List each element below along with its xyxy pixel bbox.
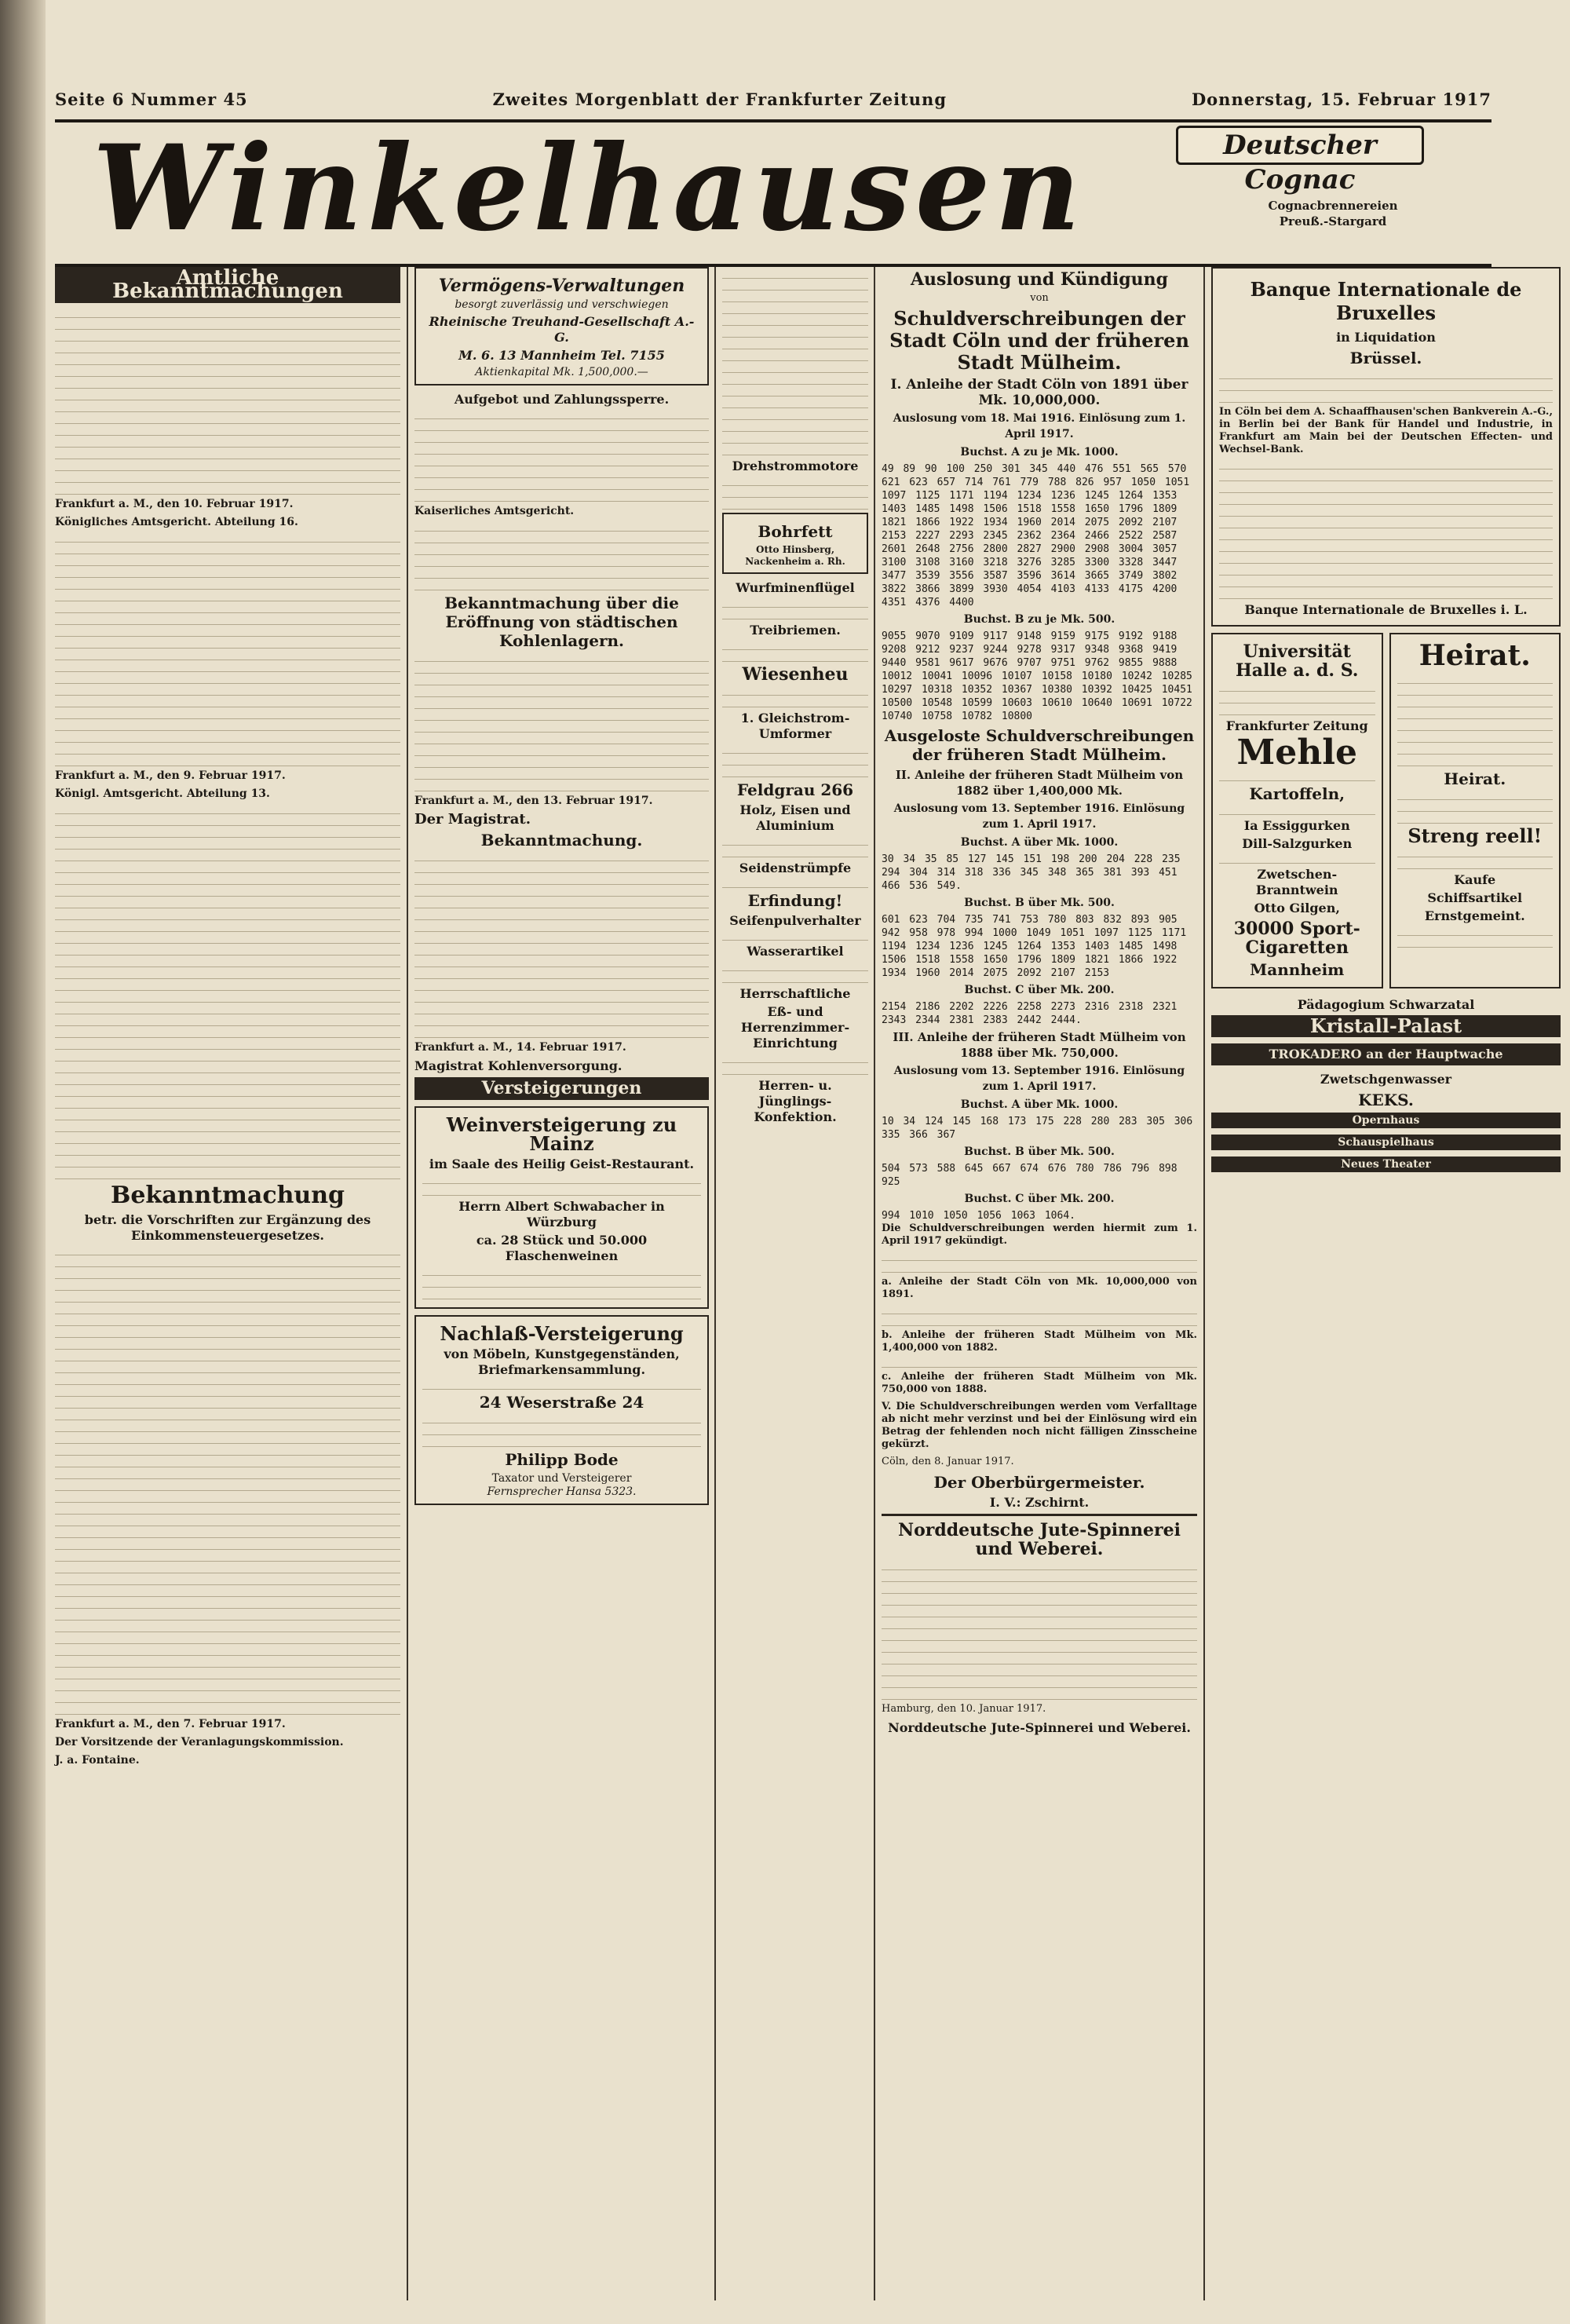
zwetschen-title: Zwetschen-Branntwein — [1255, 867, 1338, 897]
column-divider — [714, 267, 716, 2300]
section-title-auctions: Versteigerungen — [414, 1077, 709, 1100]
column-bank-and-adverts — [1211, 267, 1561, 2300]
advert-banque-internationale — [1211, 267, 1561, 627]
notice2-date: Frankfurt a. M., den 9. Februar 1917. — [55, 769, 286, 782]
notice2-authority: Königl. Amtsgericht. Abteilung 13. — [55, 787, 270, 800]
section-title-official: Amtliche Bekanntmachungen — [55, 267, 400, 303]
bond-loan3-series-b: Buchst. B über Mk. 500. — [964, 1146, 1115, 1158]
column-official-notices — [55, 267, 400, 2300]
estate-auction-title: Nachlaß-Versteigerung — [440, 1322, 684, 1345]
kartoffeln-title: Kartoffeln, — [1249, 784, 1345, 803]
wine-auction-venue: im Saale des Heilig Geist-Restaurant. — [429, 1157, 695, 1171]
auctioneer-name: Philipp Bode — [505, 1450, 619, 1469]
notice1-authority: Königliches Amtsgericht. Abteilung 16. — [55, 516, 298, 528]
book-binding — [0, 0, 46, 2324]
ernst-title: Ernstgemeint. — [1424, 908, 1525, 923]
university-title: Universität Halle a. d. S. — [1236, 641, 1359, 681]
bond-termination-note: Die Schuldverschreibungen werden hiermit zum 1. April 1917 gekündigt. — [882, 1222, 1197, 1247]
notice-aufgebot-title: Aufgebot und Zahlungssperre. — [454, 392, 670, 407]
bond-list-c: c. Anleihe der früheren Stadt Mülheim von Mk. 750,000 von 1888. — [882, 1371, 1197, 1395]
bond-loan1-dates: Auslosung vom 18. Mai 1916. Einlösung zum 1. April 1917. — [893, 412, 1186, 440]
advert-motors-title: Drehstrommotore — [732, 459, 859, 473]
notice-coal-date: Frankfurt a. M., den 13. Februar 1917. — [414, 795, 653, 807]
gilgen-name: Otto Gilgen, — [1254, 901, 1340, 915]
bond-loan3-numbers-a: 10 34 124 145 168 173 175 228 280 283 305 306 335 366 367 — [882, 1116, 1203, 1141]
estate-auction-subtitle: von Möbeln, Kunstgegenständen, Briefmarkensammlung. — [444, 1347, 680, 1377]
banque-places: In Cöln bei dem A. Schaaffhausen'schen Bankverein A.-G., in Berlin bei der Bank für Handel und Industrie, in Frankfurt am Main bei der Deutschen Effecten- und Wechsel-Bank. — [1219, 406, 1553, 455]
wine-auction-seller: Herrn Albert Schwabacher in Würzburg — [458, 1199, 665, 1230]
bond-loan3-series-a: Buchst. A über Mk. 1000. — [960, 1098, 1119, 1111]
estate-auction-address: 24 Weserstraße 24 — [479, 1393, 644, 1412]
header-newspaper-title: Zweites Morgenblatt der Frankfurter Zeitung — [492, 89, 947, 109]
bond-interest-note: V. Die Schuldverschreibungen werden vom Verfalltage ab nicht mehr verzinst und bei der Einlösung wird ein Betrag der fehlenden noch nicht fälligen Zinsscheine gekürzt. — [882, 1401, 1197, 1450]
bond-loan2-numbers-a: 30 34 35 85 127 145 151 198 200 204 228 235 294 304 314 318 336 345 348 365 381 393 451 466 536 549. — [882, 853, 1190, 892]
advert-rt-capital: Aktienkapital Mk. 1,500,000.— — [475, 366, 648, 378]
advert-rt-subtitle: besorgt zuverlässig und verschwiegen — [455, 298, 669, 311]
streng-reell-title: Streng reell! — [1408, 824, 1543, 847]
advert-row-uni-heirat — [1211, 633, 1561, 995]
advert-seifenpulver-title: Seifenpulverhalter — [729, 913, 861, 928]
heirat2-title: Heirat. — [1444, 769, 1506, 788]
bond-loan1-numbers-a: 49 89 90 100 250 301 345 440 476 551 565 570 621 623 657 714 761 779 788 826 957 1050 1051 1097 1125 1171 1194 1234 1236 1245 1264 1353 1403 1485 1498 1506 1518 1558 1650 1796 1809 1821 1866 1922 1934 1960 2014 2075 2092 2107 2153 2227 2293 2345 2362 2364 2466 2522 2587 2601 2648 2756 2800 2827 2900 2908 3004 3057 3100 3108 3160 3218 3276 3285 3300 3328 3447 3477 3539 3556 3587 3596 3614 3665 3749 3802 3822 3866 3899 3930 4054 4103 4133 4175 4200 4351 4376 4400 — [882, 463, 1199, 608]
advert-bohrfett — [722, 513, 868, 574]
advert-esszimmer-title: Eß- und Herrenzimmer-Einrichtung — [740, 1004, 850, 1051]
advert-estate-auction — [414, 1315, 709, 1505]
notice3-signature: J. a. Fontaine. — [55, 1754, 140, 1767]
bond-loan2-series-a: Buchst. A über Mk. 1000. — [960, 836, 1119, 849]
auctioneer-title: Taxator und Versteigerer — [491, 1472, 632, 1485]
advert-seidenstruempfe-title: Seidenstrümpfe — [739, 861, 852, 875]
essiggurken-title: Ia Essiggurken — [1243, 818, 1350, 833]
bond-loan2-series-b: Buchst. B über Mk. 500. — [964, 897, 1115, 909]
column-divider — [407, 267, 408, 2300]
bond-list-b: b. Anleihe der früheren Stadt Mülheim von Mk. 1,400,000 von 1882. — [882, 1329, 1197, 1354]
advert-herrschaftliche-title: Herrschaftliche — [739, 986, 851, 1001]
notice2-date: Frankfurt a. M., 14. Februar 1917. — [414, 1041, 626, 1054]
notice3-title: Bekanntmachung — [110, 1182, 345, 1209]
notice-coal-title: Bekanntmachung über die Eröffnung von städtischen Kohlenlagern. — [444, 594, 679, 650]
jute-footer-date: Hamburg, den 10. Januar 1917. — [882, 1703, 1046, 1715]
opernhaus-title: Opernhaus — [1211, 1113, 1561, 1128]
bond-loan2-numbers-b: 601 623 704 735 741 753 780 803 832 893 905 942 958 978 994 1000 1049 1051 1097 1125 1171 1194 1234 1236 1245 1264 1353 1403 1485 1498 1506 1518 1558 1650 1796 1809 1821 1866 1922 1934 1960 2014 2075 2092 2107 2153 — [882, 914, 1196, 979]
advert-feldgrau-title: Feldgrau 266 — [736, 780, 854, 799]
bond-loan3-numbers-b: 504 573 588 645 667 674 676 780 786 796 898 925 — [882, 1163, 1187, 1188]
banque-title: Banque Internationale de Bruxelles — [1250, 278, 1522, 324]
advert-wiesenheu-title: Wiesenheu — [742, 664, 849, 685]
banque-city: Brüssel. — [1349, 349, 1422, 367]
mannheim-title: Mannheim — [1250, 960, 1345, 979]
auctioneer-phone: Fernsprecher Hansa 5323. — [487, 1485, 637, 1498]
bohrfett-title: Bohrfett — [758, 522, 833, 541]
advert-wurfminen-title: Wurfminenflügel — [736, 580, 855, 595]
bond-muelheim-title: Ausgeloste Schuldverschreibungen der früheren Stadt Mülheim. — [884, 726, 1195, 764]
kristall-palast-title: Kristall-Palast — [1211, 1015, 1561, 1037]
mehle-title: Mehle — [1236, 733, 1357, 773]
bond-list-a: a. Anleihe der Stadt Cöln von Mk. 10,000,000 von 1891. — [882, 1276, 1197, 1300]
bond-sign-mayor: Der Oberbürgermeister. — [933, 1473, 1145, 1492]
banque-signature: Banque Internationale de Bruxelles i. L. — [1244, 602, 1528, 617]
banque-subtitle: in Liquidation — [1336, 330, 1436, 345]
bond-loan2-numbers-c: 2154 2186 2202 2226 2258 2273 2316 2318 2321 2343 2344 2381 2383 2442 2444. — [882, 1001, 1187, 1026]
wine-auction-title: Weinversteigerung zu Mainz — [446, 1113, 677, 1155]
column-bond-redemption — [882, 267, 1203, 2300]
banner-subtitle-line2: Preuß.-Stargard — [1279, 214, 1387, 228]
column-divider — [1203, 267, 1205, 2300]
advert-treibriemen-title: Treibriemen. — [750, 623, 841, 638]
bond-sign-place: Cöln, den 8. Januar 1917. — [882, 1456, 1014, 1467]
advert-erfindung-title: Erfindung! — [747, 891, 843, 910]
bond-loan2-title: II. Anleihe der früheren Stadt Mülheim von 1882 über 1,400,000 Mk. — [895, 768, 1184, 798]
neues-theater-title: Neues Theater — [1211, 1157, 1561, 1172]
bond-loan1-title: I. Anleihe der Stadt Cöln von 1891 über Mk. 10,000,000. — [890, 377, 1188, 408]
notice2-authority: Magistrat Kohlenversorgung. — [414, 1058, 623, 1073]
notice3-date: Frankfurt a. M., den 7. Februar 1917. — [55, 1718, 286, 1730]
advert-university — [1211, 633, 1383, 988]
kaufe-title: Kaufe — [1454, 872, 1496, 887]
column-small-adverts — [722, 267, 868, 2300]
banner-subtitle — [1239, 198, 1427, 229]
advert-rt-firm: Rheinische Treuhand-Gesellschaft A.-G. — [429, 314, 695, 345]
zwetschgen-title: Zwetschgenwasser — [1320, 1072, 1452, 1087]
bond-sign-deputy: I. V.: Zschirnt. — [989, 1495, 1090, 1510]
bond-loan1-series-b: Buchst. B zu je Mk. 500. — [963, 613, 1115, 626]
column-asset-management — [414, 267, 709, 2300]
bond-loan3-numbers-c: 994 1010 1050 1056 1063 1064. — [882, 1210, 1075, 1222]
notice2-title: Bekanntmachung. — [480, 831, 643, 850]
frankfurter-zeitung-ad: Frankfurter Zeitung — [1225, 718, 1368, 733]
notice-coal-authority: Der Magistrat. — [414, 811, 531, 828]
bond-loan2-dates: Auslosung vom 13. September 1916. Einlösung zum 1. April 1917. — [893, 802, 1185, 831]
column-divider — [874, 267, 875, 2300]
banner-subtitle-line1: Cognacbrennereien — [1268, 199, 1398, 213]
bond-loan2-series-c: Buchst. C über Mk. 200. — [964, 984, 1115, 996]
page-header — [55, 85, 1492, 113]
advert-wasser-title: Wasserartikel — [747, 944, 844, 959]
jute-title: Norddeutsche Jute-Spinnerei und Weberei. — [882, 1514, 1197, 1558]
trokadero-title: TROKADERO an der Hauptwache — [1211, 1043, 1561, 1065]
advert-wine-auction — [414, 1106, 709, 1309]
notice3-subtitle: betr. die Vorschriften zur Ergänzung des Einkommensteuergesetzes. — [84, 1212, 371, 1243]
advert-holz-title: Holz, Eisen und Aluminium — [739, 802, 851, 833]
notice1-date: Frankfurt a. M., den 10. Februar 1917. — [55, 498, 294, 510]
advert-konfektion-title: Herren- u. Jünglings-Konfektion. — [754, 1078, 837, 1124]
bond-loan1-numbers-b: 9055 9070 9109 9117 9148 9159 9175 9192 9188 9208 9212 9237 9244 9278 9317 9348 9368 9419 9440 9581 9617 9676 9707 9751 9762 9855 9888 10012 10041 10096 10107 10158 10180 10242 10285 10297 10318 10352 10367 10380 10392 10425 10451 10500 10548 10599 10603 10610 10640 10691 10722 10740 10758 10782 10800 — [882, 630, 1202, 722]
banner-brand-badge: Deutscher Cognac — [1176, 126, 1424, 165]
bond-title-von: von — [1030, 292, 1049, 304]
bond-loan3-series-c: Buchst. C über Mk. 200. — [964, 1193, 1115, 1205]
notice-aufgebot-authority: Kaiserliches Amtsgericht. — [414, 505, 575, 517]
banner-brand-name: Winkelhausen — [93, 119, 1086, 258]
bond-loan3-dates: Auslosung vom 13. September 1916. Einlösung zum 1. April 1917. — [893, 1065, 1185, 1093]
dill-title: Dill-Salzgurken — [1242, 836, 1353, 851]
bond-title-line1: Auslosung und Kündigung — [910, 269, 1169, 290]
jute-signature: Norddeutsche Jute-Spinnerei und Weberei. — [888, 1720, 1191, 1735]
advert-rheinische-treuhand — [414, 267, 709, 386]
bohrfett-firm: Otto Hinsberg, Nackenheim a. Rh. — [745, 544, 845, 567]
advert-rt-title: Vermögens-Verwaltungen — [438, 276, 685, 296]
bond-loan1-series-a: Buchst. A zu je Mk. 1000. — [960, 446, 1119, 459]
kaufe-subtitle: Schiffsartikel — [1427, 890, 1523, 905]
bond-title-main: Schuldverschreibungen der Stadt Cöln und der früheren Stadt Mülheim. — [889, 307, 1189, 374]
schauspielhaus-title: Schauspielhaus — [1211, 1135, 1561, 1150]
header-date: Donnerstag, 15. Februar 1917 — [1191, 89, 1492, 109]
paedagogium-title: Pädagogium Schwarzatal — [1297, 997, 1475, 1012]
header-page-number: Seite 6 Nummer 45 — [55, 89, 248, 109]
heirat-title: Heirat. — [1418, 639, 1531, 672]
advert-umformer-title: 1. Gleichstrom-Umformer — [740, 711, 850, 741]
sport-cigarettes-title: 30000 Sport-Cigaretten — [1233, 919, 1360, 958]
advert-rt-address: M. 6. 13 Mannheim Tel. 7155 — [458, 348, 665, 363]
newspaper-page — [46, 0, 1570, 2324]
keks-title: KEKS. — [1358, 1091, 1414, 1109]
advert-heirat — [1389, 633, 1561, 988]
bond-loan3-title: III. Anleihe der früheren Stadt Mülheim von 1888 über Mk. 750,000. — [893, 1030, 1186, 1060]
wine-auction-quantity: ca. 28 Stück und 50.000 Flaschenweinen — [476, 1233, 648, 1263]
notice3-authority: Der Vorsitzende der Veranlagungskommission. — [55, 1736, 344, 1748]
